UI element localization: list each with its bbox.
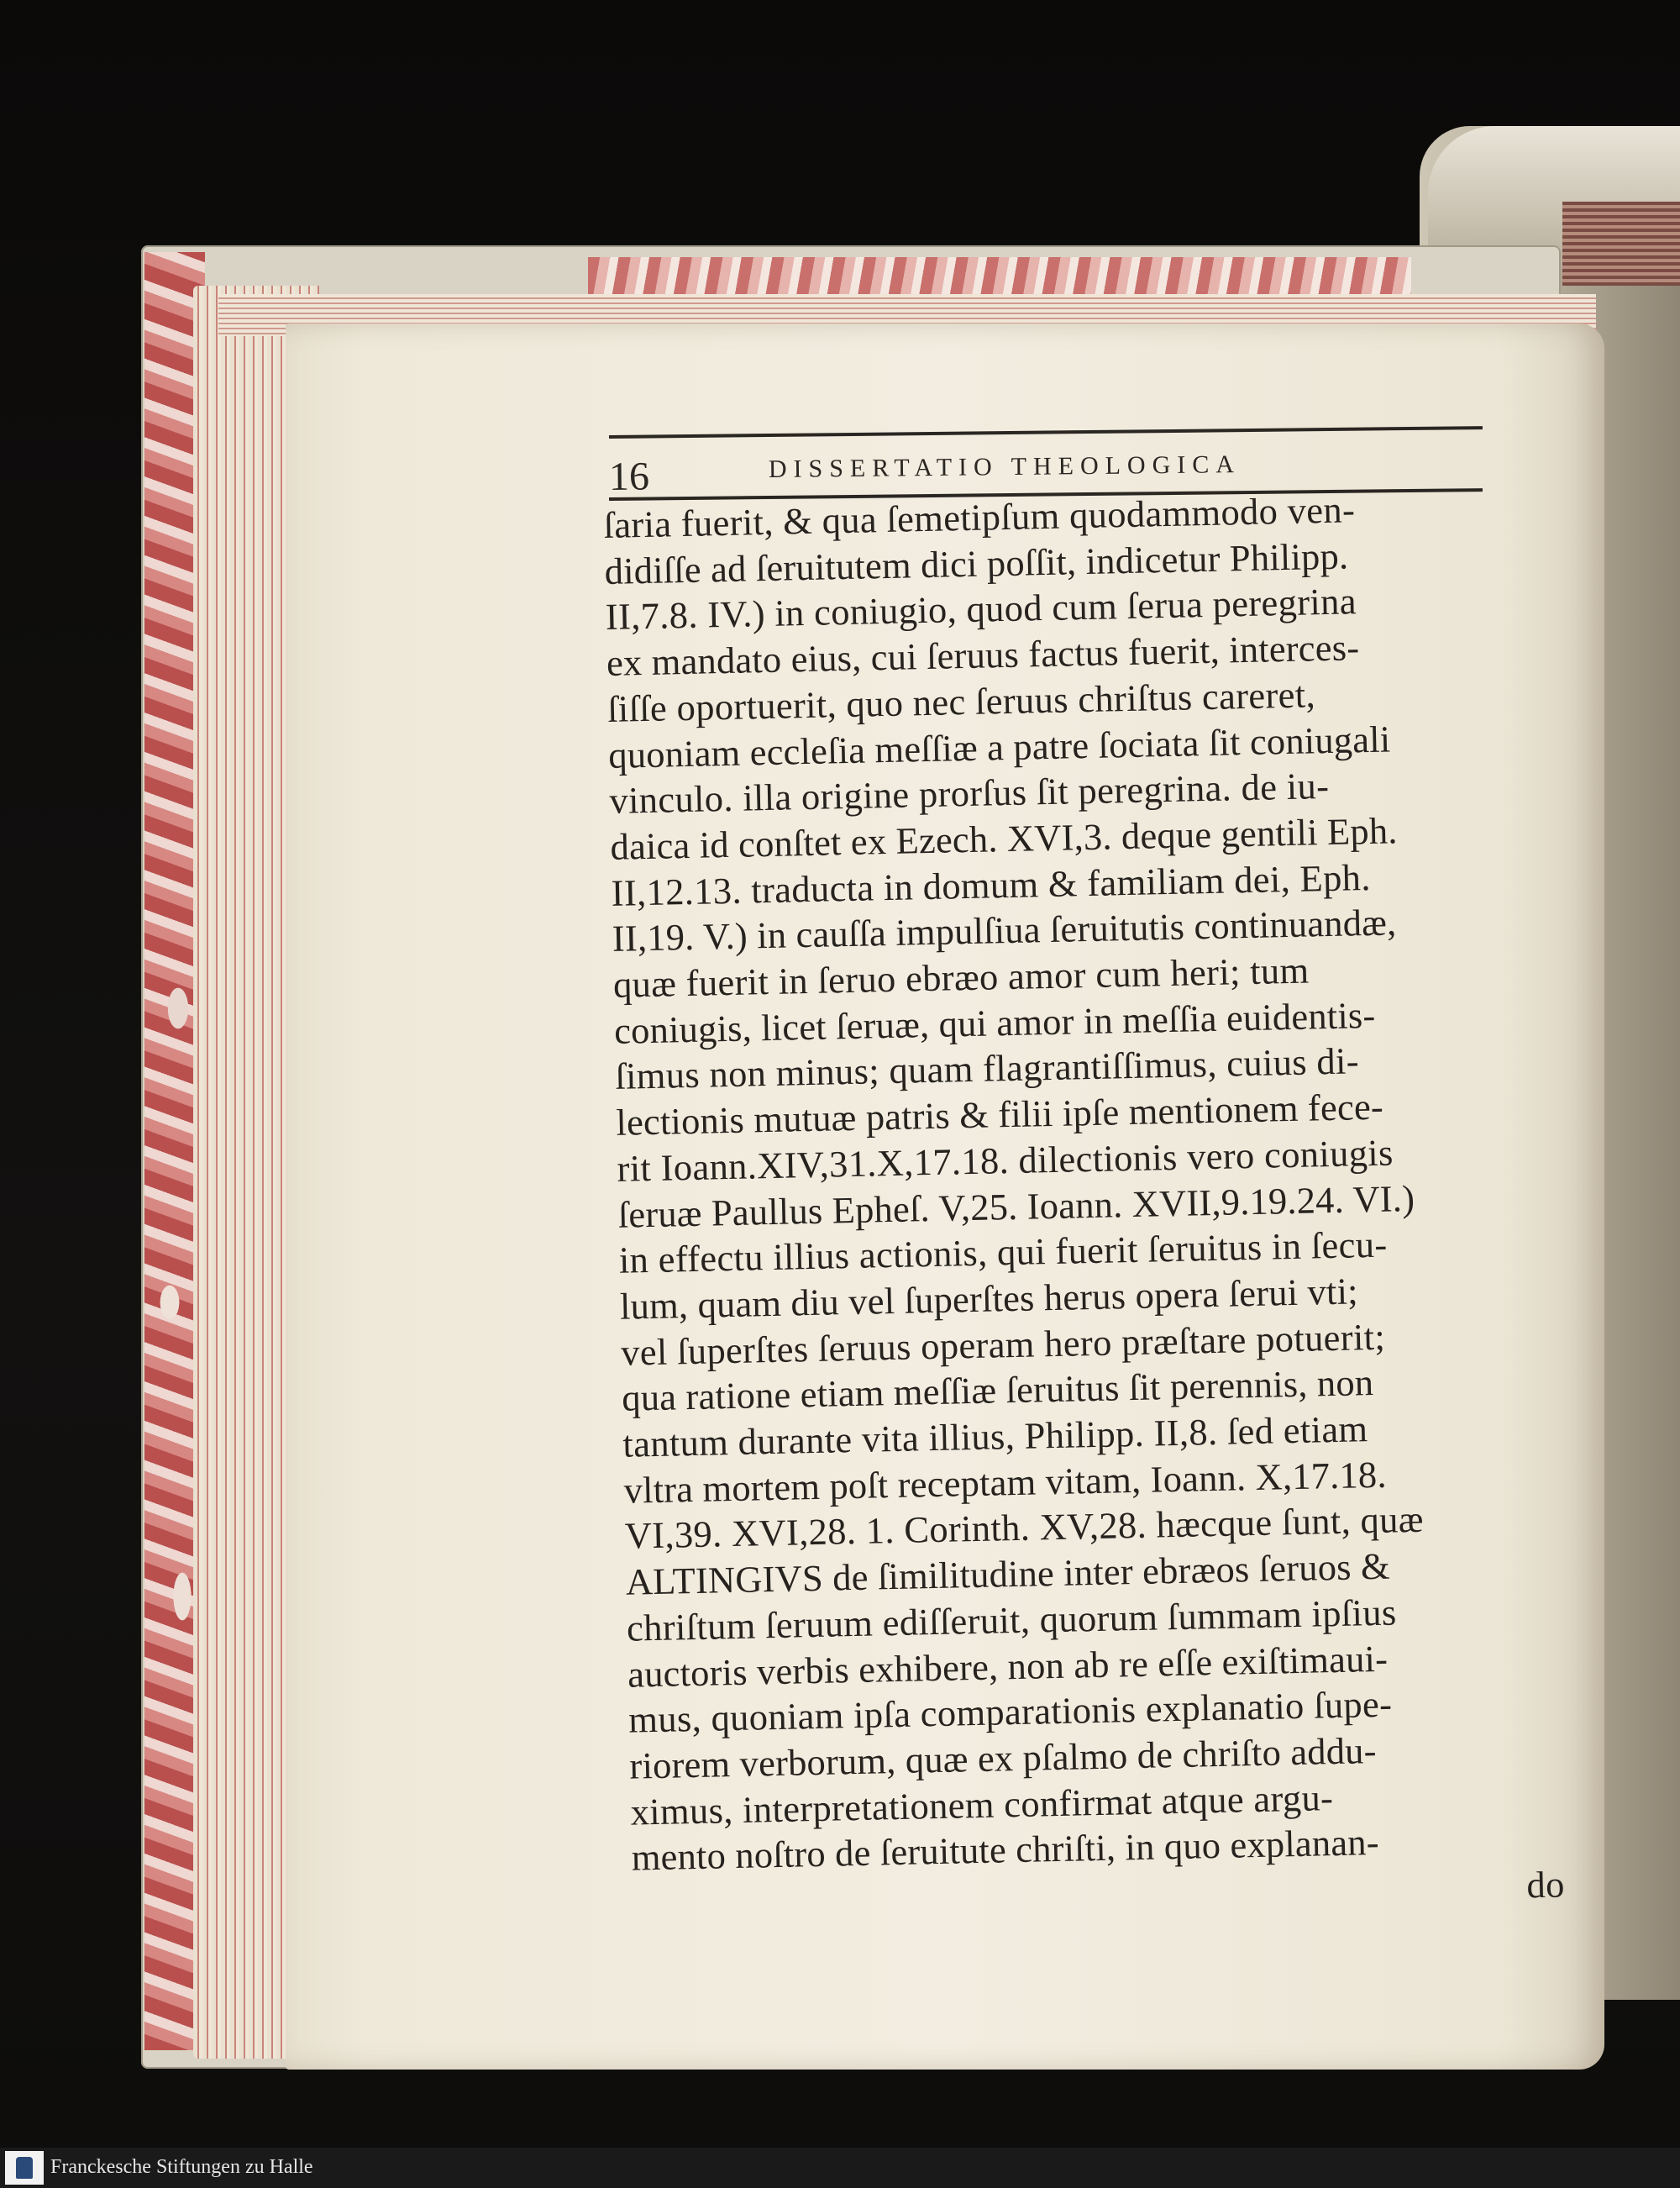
text-line: qua ratione etiam meſſiæ ſeruitus ſit perennis, non [621, 1361, 1374, 1420]
text-line: riorem verborum, quæ ex pſalmo de chriſto addu- [628, 1729, 1378, 1787]
text-line: ſiſſe oportuerit, quo nec ſeruus chriſtus careret, [606, 673, 1316, 730]
text-line: chriſtum ſeruum ediſſeruit, quorum ſummam ipſius [626, 1591, 1397, 1649]
page-number: 16 [608, 454, 650, 499]
text-line: vinculo. illa origine prorſus ſit peregrina. de iu- [608, 765, 1330, 823]
text-line: ALTINGIVS de ſimilitudine inter ebræos ſeruos & [625, 1544, 1391, 1603]
adjacent-page-edges [1562, 202, 1680, 286]
text-line: ſimus non minus; quam flagrantiſſimus, cuius di- [614, 1039, 1360, 1098]
text-line: mento noſtro de ſeruitute chriſti, in quo explanan- [631, 1821, 1380, 1880]
text-line: quæ fuerit in ſeruo ebræo amor cum heri; tum [612, 949, 1310, 1006]
body-text [603, 483, 1565, 1928]
text-line: ſaria fuerit, & qua ſemetipſum quodammodo ven- [603, 488, 1356, 546]
footer-bar [0, 2148, 1680, 2188]
text-line: in effectu illius actionis, qui fuerit ſeruitus in ſecu- [618, 1223, 1388, 1282]
catchword: do [1525, 1863, 1566, 1907]
text-line: II,12.13. traducta in domum & familiam dei, Eph. [611, 855, 1372, 914]
text-line: auctoris verbis exhibere, non ab re eſſe exiſtimaui- [627, 1637, 1389, 1696]
text-line: quoniam eccleſia meſſiæ a patre ſociata ſit coniugali [607, 717, 1391, 776]
text-line: VI,39. XVI,28. 1. Corinth. XV,28. hæcque ſunt, quæ [624, 1498, 1425, 1558]
text-line: tantum durante vita illius, Philipp. II,8. ſed etiam [622, 1407, 1368, 1465]
text-line: ex mandato eius, cui ſeruus factus fuerit, interces- [606, 626, 1360, 685]
text-line: II,7.8. IV.) in coniugio, quod cum ſerua peregrina [605, 580, 1357, 639]
institution-logo-icon [5, 2151, 44, 2185]
text-line: didiſſe ad ſeruitutem dici poſſit, indicetur Philipp. [604, 534, 1349, 592]
text-line: vel ſuperſtes ſeruus operam hero præſtare potuerit; [620, 1315, 1386, 1374]
text-line: ximus, interpretationem confirmat atque argu- [630, 1775, 1334, 1833]
text-line: vltra mortem poſt receptam vitam, Ioann. X,17.18. [623, 1453, 1388, 1512]
text-line: lectionis mutuæ patris & filii ipſe mentionem fece- [615, 1085, 1384, 1144]
text-line: lum, quam diu vel ſuperſtes herus opera ſerui vti; [619, 1270, 1359, 1328]
text-line: rit Ioann.XIV,31.X,17.18. dilectionis vero coniugis [617, 1131, 1394, 1190]
text-line: daica id conſtet ex Ezech. XVI,3. deque gentili Eph. [610, 809, 1399, 868]
text-line: coniugis, licet ſeruæ, qui amor in meſſia euidentis- [613, 993, 1376, 1052]
text-line: II,19. V.) in cauſſa impulſiua ſeruitutis continuandæ, [612, 901, 1397, 960]
text-line: mus, quoniam ipſa comparationis explanatio ſupe- [627, 1682, 1393, 1741]
text-line: ſeruæ Paullus Epheſ. V,25. Ioann. XVII,9.19.24. VI.) [617, 1176, 1415, 1236]
running-title: DISSERTATIO THEOLOGICA [768, 450, 1242, 484]
footer-credit: Franckesche Stiftungen zu Halle [50, 2156, 313, 2178]
